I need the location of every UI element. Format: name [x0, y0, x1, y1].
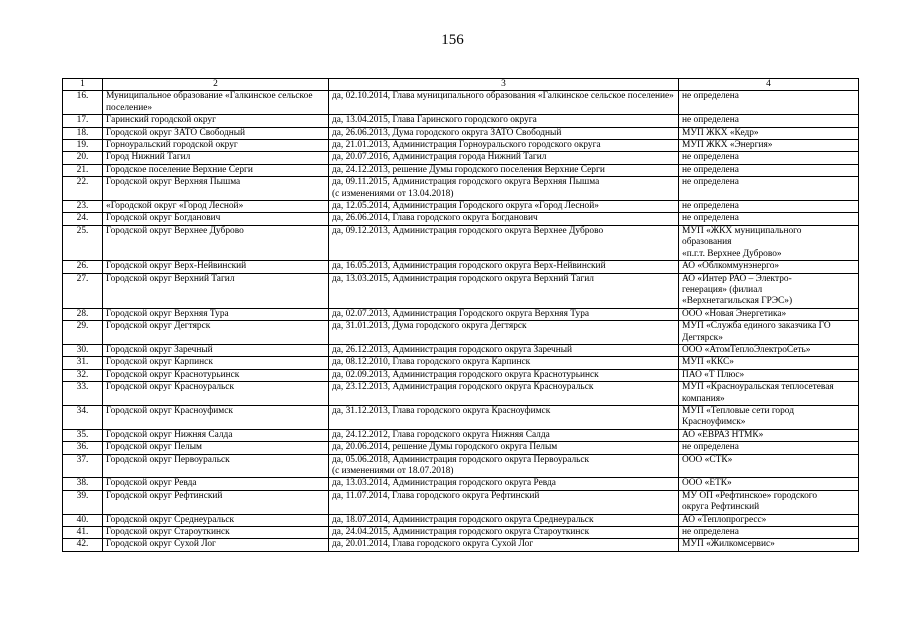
column-header: 2 [103, 79, 329, 91]
municipality-cell: Городское поселение Верхние Серги [103, 164, 329, 176]
organization-cell: не определена [679, 115, 859, 127]
organization-cell: МУП «Красноуральская теплосетевая компания» [679, 382, 859, 406]
table-row [63, 140, 859, 152]
municipality-cell: Городской округ Верх-Нейвинский [103, 261, 329, 273]
decision-cell: да, 02.09.2013, Администрация городского округа Краснотурьинск [329, 369, 679, 381]
row-number-cell: 39. [63, 490, 103, 514]
row-number-cell: 27. [63, 273, 103, 308]
organization-cell: не определена [679, 177, 859, 201]
municipality-cell: Муниципальное образование «Галкинское сельское поселение» [103, 91, 329, 115]
table-row [63, 127, 859, 139]
municipality-cell: Городской округ Красноуральск [103, 382, 329, 406]
decision-cell: да, 21.01.2013, Администрация Горноуральского городского округа [329, 140, 679, 152]
decision-cell: да, 20.01.2014, Глава городского округа Сухой Лог [329, 539, 679, 551]
organization-cell: МУП «Жилкомсервис» [679, 539, 859, 551]
row-number-cell: 31. [63, 357, 103, 369]
table-row [63, 514, 859, 526]
organization-cell: ПАО «Т Плюс» [679, 369, 859, 381]
table-row [63, 429, 859, 441]
municipality-cell: Городской округ Верхний Тагил [103, 273, 329, 308]
decision-cell: да, 12.05.2014, Администрация Городского округа «Город Лесной» [329, 201, 679, 213]
organization-cell: ООО «АтомТеплоЭлектроСеть» [679, 344, 859, 356]
organization-cell: не определена [679, 91, 859, 115]
municipality-cell: Городской округ Сухой Лог [103, 539, 329, 551]
decision-cell: да, 20.07.2016, Администрация города Нижний Тагил [329, 152, 679, 164]
row-number-cell: 21. [63, 164, 103, 176]
row-number-cell: 30. [63, 344, 103, 356]
table-row [63, 91, 859, 115]
table-row [63, 177, 859, 201]
organization-cell: ООО «ЕТК» [679, 478, 859, 490]
column-header: 1 [63, 79, 103, 91]
municipality-cell: Городской округ Нижняя Салда [103, 429, 329, 441]
organization-cell: АО «Интер РАО – Электро- генерация» (филиал «Верхнетагильская ГРЭС») [679, 273, 859, 308]
decision-cell: да, 24.04.2015, Администрация городского округа Староуткинск [329, 527, 679, 539]
row-number-cell: 22. [63, 177, 103, 201]
municipality-cell: Город Нижний Тагил [103, 152, 329, 164]
decision-cell: да, 13.03.2015, Администрация городского округа Верхний Тагил [329, 273, 679, 308]
municipality-cell: Гаринский городской округ [103, 115, 329, 127]
organization-cell: не определена [679, 442, 859, 454]
municipality-cell: Городской округ Ревда [103, 478, 329, 490]
table-row [63, 357, 859, 369]
table-row [63, 261, 859, 273]
table-row [63, 478, 859, 490]
organization-cell: МУ ОП «Рефтинское» городского округа Рефтинский [679, 490, 859, 514]
decision-table [62, 78, 859, 552]
municipality-cell: Городской округ Карпинск [103, 357, 329, 369]
decision-cell: да, 26.12.2013, Администрация городского округа Заречный [329, 344, 679, 356]
row-number-cell: 20. [63, 152, 103, 164]
municipality-cell: Горноуральский городской округ [103, 140, 329, 152]
row-number-cell: 38. [63, 478, 103, 490]
row-number-cell: 35. [63, 429, 103, 441]
organization-cell: ООО «СТК» [679, 454, 859, 478]
table-header-row [63, 79, 859, 91]
municipality-cell: Городской округ Среднеуральск [103, 514, 329, 526]
organization-cell: МУП «Тепловые сети город Красноуфимск» [679, 405, 859, 429]
organization-cell: АО «Облкоммунэнерго» [679, 261, 859, 273]
municipality-cell: Городской округ Заречный [103, 344, 329, 356]
table-row [63, 115, 859, 127]
municipality-cell: Городской округ Верхняя Тура [103, 308, 329, 320]
decision-cell: да, 09.11.2015, Администрация городского округа Верхняя Пышма (с изменениями от 13.04.2018) [329, 177, 679, 201]
row-number-cell: 28. [63, 308, 103, 320]
table-body [63, 91, 859, 551]
decision-cell: да, 18.07.2014, Администрация городского округа Среднеуральск [329, 514, 679, 526]
row-number-cell: 29. [63, 321, 103, 345]
decision-cell: да, 13.03.2014, Администрация городского округа Ревда [329, 478, 679, 490]
organization-cell: МУП «Служба единого заказчика ГО Дегтярск» [679, 321, 859, 345]
row-number-cell: 26. [63, 261, 103, 273]
decision-cell: да, 05.06.2018, Администрация городского округа Первоуральск (с изменениями от 18.07.2018) [329, 454, 679, 478]
table-row [63, 273, 859, 308]
decision-cell: да, 26.06.2014, Глава городского округа Богданович [329, 213, 679, 225]
organization-cell: ООО «Новая Энергетика» [679, 308, 859, 320]
table-row [63, 454, 859, 478]
row-number-cell: 42. [63, 539, 103, 551]
table-row [63, 369, 859, 381]
municipality-cell: Городской округ Богданович [103, 213, 329, 225]
decision-cell: да, 11.07.2014, Глава городского округа Рефтинский [329, 490, 679, 514]
table-row [63, 442, 859, 454]
municipality-cell: Городской округ Пелым [103, 442, 329, 454]
row-number-cell: 23. [63, 201, 103, 213]
row-number-cell: 25. [63, 225, 103, 260]
decision-cell: да, 31.01.2013, Дума городского округа Дегтярск [329, 321, 679, 345]
decision-cell: да, 16.05.2013, Администрация городского округа Верх-Нейвинский [329, 261, 679, 273]
municipality-cell: Городской округ Рефтинский [103, 490, 329, 514]
organization-cell: МУП «ЖКХ муниципального образования «п.г.т. Верхнее Дуброво» [679, 225, 859, 260]
decision-cell: да, 23.12.2013, Администрация городского округа Красноуральск [329, 382, 679, 406]
row-number-cell: 40. [63, 514, 103, 526]
table-row [63, 152, 859, 164]
municipality-cell: Городской округ Краснотурьинск [103, 369, 329, 381]
organization-cell: МУП ЖКХ «Кедр» [679, 127, 859, 139]
decision-cell: да, 31.12.2013, Глава городского округа Красноуфимск [329, 405, 679, 429]
row-number-cell: 34. [63, 405, 103, 429]
row-number-cell: 32. [63, 369, 103, 381]
municipality-cell: Городской округ Дегтярск [103, 321, 329, 345]
decision-cell: да, 02.10.2014, Глава муниципального образования «Галкинское сельское поселение» [329, 91, 679, 115]
column-header: 3 [329, 79, 679, 91]
table-row [63, 539, 859, 551]
organization-cell: не определена [679, 527, 859, 539]
table-row [63, 382, 859, 406]
organization-cell: АО «ЕВРАЗ НТМК» [679, 429, 859, 441]
municipality-cell: Городской округ ЗАТО Свободный [103, 127, 329, 139]
table-row [63, 490, 859, 514]
table-row [63, 308, 859, 320]
decision-cell: да, 13.04.2015, Глава Гаринского городского округа [329, 115, 679, 127]
municipality-cell: Городской округ Верхняя Пышма [103, 177, 329, 201]
decision-cell: да, 08.12.2010, Глава городского округа Карпинск [329, 357, 679, 369]
table-row [63, 201, 859, 213]
municipality-cell: Городской округ Первоуральск [103, 454, 329, 478]
organization-cell: МУП «ККС» [679, 357, 859, 369]
decision-cell: да, 09.12.2013, Администрация городского округа Верхнее Дуброво [329, 225, 679, 260]
organization-cell: АО «Теплопрогресс» [679, 514, 859, 526]
table-row [63, 405, 859, 429]
table-row [63, 164, 859, 176]
row-number-cell: 19. [63, 140, 103, 152]
municipality-cell: Городской округ Красноуфимск [103, 405, 329, 429]
row-number-cell: 24. [63, 213, 103, 225]
row-number-cell: 41. [63, 527, 103, 539]
row-number-cell: 33. [63, 382, 103, 406]
decision-cell: да, 26.06.2013, Дума городского округа ЗАТО Свободный [329, 127, 679, 139]
decision-cell: да, 20.06.2014, решение Думы городского округа Пелым [329, 442, 679, 454]
table-row [63, 225, 859, 260]
organization-cell: не определена [679, 164, 859, 176]
organization-cell: не определена [679, 152, 859, 164]
row-number-cell: 17. [63, 115, 103, 127]
page-number: 156 [441, 32, 464, 48]
row-number-cell: 18. [63, 127, 103, 139]
table-row [63, 344, 859, 356]
organization-cell: не определена [679, 213, 859, 225]
decision-cell: да, 02.07.2013, Администрация Городского округа Верхняя Тура [329, 308, 679, 320]
row-number-cell: 16. [63, 91, 103, 115]
column-header: 4 [679, 79, 859, 91]
decision-cell: да, 24.12.2012, Глава городского округа Нижняя Салда [329, 429, 679, 441]
row-number-cell: 36. [63, 442, 103, 454]
municipality-cell: Городской округ Староуткинск [103, 527, 329, 539]
table-row [63, 527, 859, 539]
organization-cell: МУП ЖКХ «Энергия» [679, 140, 859, 152]
decision-cell: да, 24.12.2013, решение Думы городского поселения Верхние Серги [329, 164, 679, 176]
municipality-cell: «Городской округ «Город Лесной» [103, 201, 329, 213]
table-row [63, 321, 859, 345]
row-number-cell: 37. [63, 454, 103, 478]
municipality-cell: Городской округ Верхнее Дуброво [103, 225, 329, 260]
table-row [63, 213, 859, 225]
organization-cell: не определена [679, 201, 859, 213]
